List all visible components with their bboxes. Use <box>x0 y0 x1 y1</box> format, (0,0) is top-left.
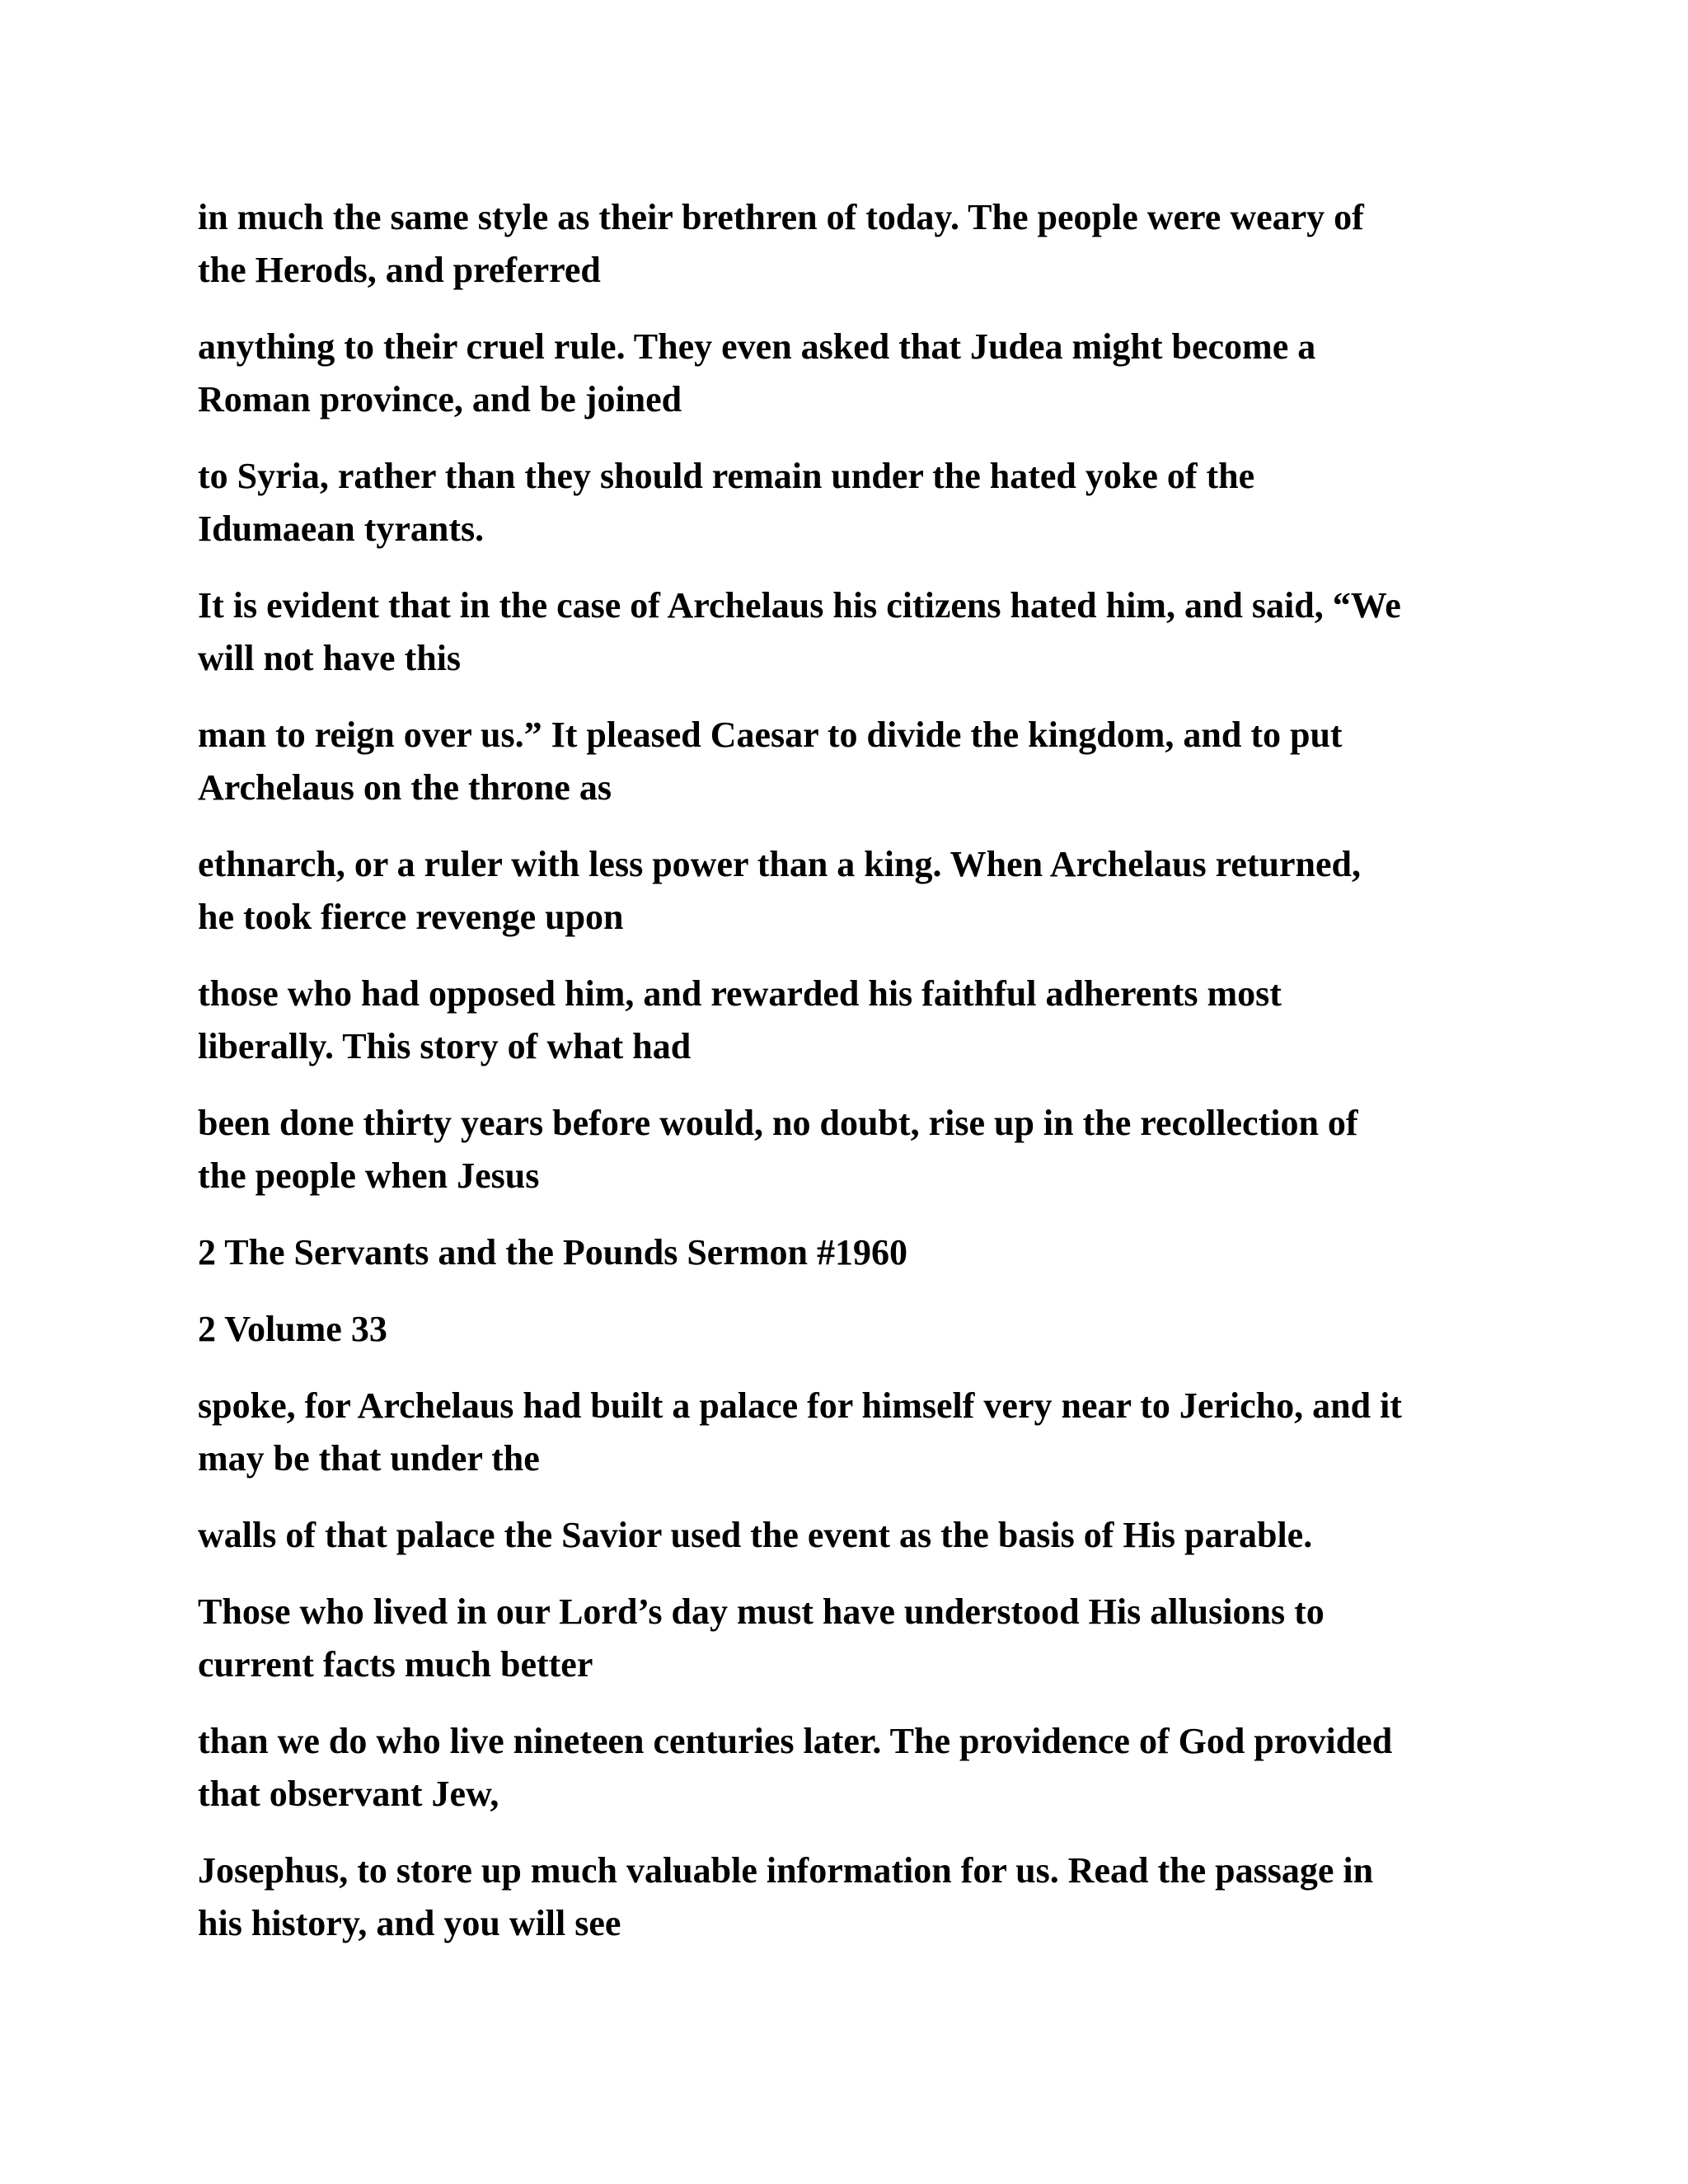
text-line: his history, and you will see <box>198 1903 621 1943</box>
text-line: anything to their cruel rule. They even asked that Judea might become a <box>198 326 1316 367</box>
text-line: he took fierce revenge upon <box>198 897 624 937</box>
text-line: It is evident that in the case of Archelaus his citizens hated him, and said, “We <box>198 585 1401 626</box>
text-line: in much the same style as their brethren of today. The people were weary of <box>198 197 1364 237</box>
text-line: ethnarch, or a ruler with less power than a king. When Archelaus returned, <box>198 844 1361 884</box>
paragraph <box>198 968 1500 1073</box>
text-line: been done thirty years before would, no doubt, rise up in the recollection of <box>198 1103 1358 1143</box>
text-line: that observant Jew, <box>198 1774 499 1814</box>
text-line: Roman province, and be joined <box>198 379 682 419</box>
running-header-volume <box>198 1303 1500 1356</box>
text-line: may be that under the <box>198 1438 540 1479</box>
text-line: than we do who live nineteen centuries later. The providence of God provided <box>198 1721 1393 1761</box>
text-line: liberally. This story of what had <box>198 1026 692 1066</box>
paragraph <box>198 191 1500 297</box>
paragraph <box>198 838 1500 944</box>
running-header-title <box>198 1226 1500 1279</box>
text-line: to Syria, rather than they should remain under the hated yoke of the <box>198 456 1255 496</box>
text-line: Idumaean tyrants. <box>198 509 485 549</box>
text-line: the Herods, and preferred <box>198 250 601 290</box>
text-line: walls of that palace the Savior used the event as the basis of His parable. <box>198 1515 1313 1555</box>
text-line: Josephus, to store up much valuable information for us. Read the passage in <box>198 1850 1374 1891</box>
text-line: 2 Volume 33 <box>198 1309 387 1349</box>
text-line: Those who lived in our Lord’s day must have understood His allusions to <box>198 1591 1325 1632</box>
paragraph <box>198 1586 1500 1691</box>
paragraph <box>198 450 1500 555</box>
text-line: will not have this <box>198 638 462 678</box>
paragraph <box>198 579 1500 685</box>
paragraph <box>198 1380 1500 1485</box>
paragraph <box>198 1509 1500 1562</box>
text-line: the people when Jesus <box>198 1155 540 1196</box>
body-text <box>198 191 1500 1974</box>
text-line: spoke, for Archelaus had built a palace for himself very near to Jericho, and it <box>198 1385 1402 1426</box>
text-line: man to reign over us.” It pleased Caesar to divide the kingdom, and to put <box>198 715 1343 755</box>
paragraph <box>198 709 1500 814</box>
paragraph <box>198 321 1500 426</box>
paragraph <box>198 1097 1500 1202</box>
text-line: Archelaus on the throne as <box>198 767 612 808</box>
text-line: 2 The Servants and the Pounds Sermon #1960 <box>198 1232 907 1272</box>
text-line: those who had opposed him, and rewarded his faithful adherents most <box>198 973 1282 1014</box>
text-line: current facts much better <box>198 1644 593 1685</box>
paragraph <box>198 1715 1500 1821</box>
paragraph <box>198 1844 1500 1950</box>
